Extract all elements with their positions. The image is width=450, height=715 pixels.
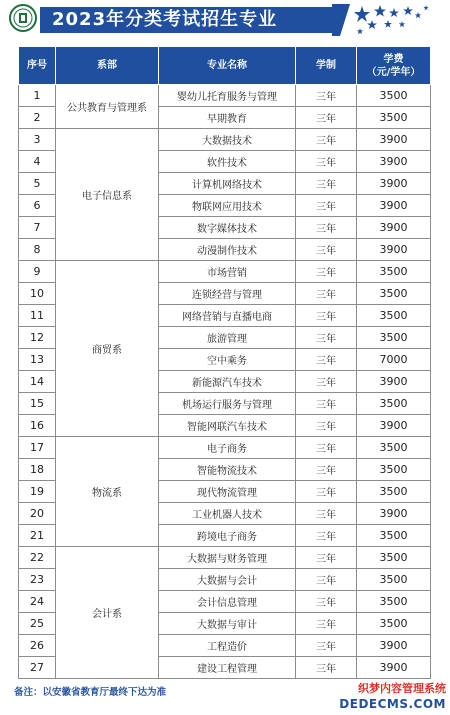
majors-table bbox=[18, 46, 431, 679]
cell-fee: 3500 bbox=[357, 261, 431, 283]
cell-duration: 三年 bbox=[296, 635, 357, 657]
cell-fee: 3500 bbox=[357, 459, 431, 481]
cell-duration: 三年 bbox=[296, 327, 357, 349]
cell-major: 工业机器人技术 bbox=[159, 503, 296, 525]
cell-seq: 4 bbox=[19, 151, 56, 173]
cell-major: 大数据与财务管理 bbox=[159, 547, 296, 569]
cell-major: 空中乘务 bbox=[159, 349, 296, 371]
cell-seq: 7 bbox=[19, 217, 56, 239]
cell-major: 电子商务 bbox=[159, 437, 296, 459]
cell-major: 动漫制作技术 bbox=[159, 239, 296, 261]
table-row bbox=[19, 129, 431, 151]
cell-seq: 16 bbox=[19, 415, 56, 437]
cell-seq: 20 bbox=[19, 503, 56, 525]
cell-fee: 3500 bbox=[357, 525, 431, 547]
cell-fee: 3900 bbox=[357, 129, 431, 151]
cell-fee: 3500 bbox=[357, 107, 431, 129]
cell-fee: 3900 bbox=[357, 239, 431, 261]
cell-dept: 商贸系 bbox=[56, 261, 159, 437]
majors-table-body bbox=[19, 85, 431, 679]
cell-major: 建设工程管理 bbox=[159, 657, 296, 679]
cell-duration: 三年 bbox=[296, 239, 357, 261]
watermark bbox=[336, 680, 450, 715]
cell-seq: 23 bbox=[19, 569, 56, 591]
cell-fee: 3500 bbox=[357, 569, 431, 591]
column-header-fee bbox=[357, 47, 431, 85]
cell-fee: 3500 bbox=[357, 437, 431, 459]
cell-fee: 3500 bbox=[357, 393, 431, 415]
cell-duration: 三年 bbox=[296, 503, 357, 525]
cell-duration: 三年 bbox=[296, 217, 357, 239]
cell-fee: 3900 bbox=[357, 371, 431, 393]
cell-seq: 1 bbox=[19, 85, 56, 107]
cell-major: 会计信息管理 bbox=[159, 591, 296, 613]
cell-major: 早期教育 bbox=[159, 107, 296, 129]
cell-seq: 6 bbox=[19, 195, 56, 217]
cell-seq: 25 bbox=[19, 613, 56, 635]
cell-duration: 三年 bbox=[296, 657, 357, 679]
cell-major: 智能网联汽车技术 bbox=[159, 415, 296, 437]
cell-duration: 三年 bbox=[296, 459, 357, 481]
cell-duration: 三年 bbox=[296, 481, 357, 503]
cell-fee: 3500 bbox=[357, 85, 431, 107]
cell-major: 大数据与会计 bbox=[159, 569, 296, 591]
cell-duration: 三年 bbox=[296, 393, 357, 415]
cell-major: 工程造价 bbox=[159, 635, 296, 657]
cell-major: 机场运行服务与管理 bbox=[159, 393, 296, 415]
cell-seq: 14 bbox=[19, 371, 56, 393]
cell-seq: 3 bbox=[19, 129, 56, 151]
cell-duration: 三年 bbox=[296, 283, 357, 305]
cell-fee: 3900 bbox=[357, 195, 431, 217]
cell-major: 跨境电子商务 bbox=[159, 525, 296, 547]
table-row bbox=[19, 85, 431, 107]
watermark-line2: DEDECMS.COM bbox=[339, 697, 446, 711]
cell-duration: 三年 bbox=[296, 173, 357, 195]
cell-fee: 3900 bbox=[357, 151, 431, 173]
cell-fee: 3500 bbox=[357, 481, 431, 503]
cell-duration: 三年 bbox=[296, 195, 357, 217]
cell-duration: 三年 bbox=[296, 305, 357, 327]
cell-duration: 三年 bbox=[296, 437, 357, 459]
cell-major: 连锁经营与管理 bbox=[159, 283, 296, 305]
cell-duration: 三年 bbox=[296, 151, 357, 173]
cell-seq: 13 bbox=[19, 349, 56, 371]
cell-seq: 2 bbox=[19, 107, 56, 129]
cell-seq: 11 bbox=[19, 305, 56, 327]
cell-dept: 会计系 bbox=[56, 547, 159, 679]
cell-duration: 三年 bbox=[296, 349, 357, 371]
cell-seq: 24 bbox=[19, 591, 56, 613]
table-row bbox=[19, 547, 431, 569]
cell-seq: 18 bbox=[19, 459, 56, 481]
page-title: 2023年分类考试招生专业 bbox=[52, 9, 278, 30]
stars-icon bbox=[332, 4, 432, 36]
cell-major: 大数据技术 bbox=[159, 129, 296, 151]
cell-duration: 三年 bbox=[296, 107, 357, 129]
cell-major: 物联网应用技术 bbox=[159, 195, 296, 217]
table-header-row bbox=[19, 47, 431, 85]
cell-major: 婴幼儿托育服务与管理 bbox=[159, 85, 296, 107]
cell-duration: 三年 bbox=[296, 415, 357, 437]
cell-fee: 3500 bbox=[357, 547, 431, 569]
cell-duration: 三年 bbox=[296, 613, 357, 635]
cell-fee: 7000 bbox=[357, 349, 431, 371]
column-header-major: 专业名称 bbox=[159, 47, 296, 85]
cell-duration: 三年 bbox=[296, 525, 357, 547]
cell-seq: 12 bbox=[19, 327, 56, 349]
cell-fee: 3900 bbox=[357, 415, 431, 437]
cell-major: 数字媒体技术 bbox=[159, 217, 296, 239]
cell-major: 旅游管理 bbox=[159, 327, 296, 349]
cell-major: 计算机网络技术 bbox=[159, 173, 296, 195]
table-row bbox=[19, 437, 431, 459]
fee-header-line1: 学费 bbox=[383, 53, 404, 65]
cell-duration: 三年 bbox=[296, 261, 357, 283]
cell-fee: 3900 bbox=[357, 657, 431, 679]
cell-fee: 3900 bbox=[357, 503, 431, 525]
cell-fee: 3900 bbox=[357, 173, 431, 195]
page-banner bbox=[0, 0, 450, 38]
cell-duration: 三年 bbox=[296, 85, 357, 107]
fee-header-line2: （元/学年） bbox=[366, 66, 421, 78]
cell-major: 软件技术 bbox=[159, 151, 296, 173]
column-header-seq: 序号 bbox=[19, 47, 56, 85]
cell-duration: 三年 bbox=[296, 371, 357, 393]
school-seal-icon bbox=[9, 4, 37, 32]
cell-seq: 26 bbox=[19, 635, 56, 657]
cell-seq: 10 bbox=[19, 283, 56, 305]
cell-seq: 8 bbox=[19, 239, 56, 261]
cell-major: 市场营销 bbox=[159, 261, 296, 283]
cell-duration: 三年 bbox=[296, 569, 357, 591]
column-header-duration: 学制 bbox=[296, 47, 357, 85]
cell-fee: 3900 bbox=[357, 635, 431, 657]
cell-seq: 27 bbox=[19, 657, 56, 679]
cell-seq: 15 bbox=[19, 393, 56, 415]
cell-dept: 电子信息系 bbox=[56, 129, 159, 261]
cell-dept: 物流系 bbox=[56, 437, 159, 547]
cell-fee: 3500 bbox=[357, 283, 431, 305]
cell-major: 现代物流管理 bbox=[159, 481, 296, 503]
footnote: 备注：以安徽省教育厅最终下达为准 bbox=[14, 687, 167, 698]
cell-seq: 9 bbox=[19, 261, 56, 283]
cell-seq: 17 bbox=[19, 437, 56, 459]
cell-major: 网络营销与直播电商 bbox=[159, 305, 296, 327]
cell-fee: 3500 bbox=[357, 327, 431, 349]
cell-duration: 三年 bbox=[296, 591, 357, 613]
cell-dept: 公共教育与管理系 bbox=[56, 85, 159, 129]
cell-seq: 19 bbox=[19, 481, 56, 503]
cell-duration: 三年 bbox=[296, 129, 357, 151]
cell-major: 新能源汽车技术 bbox=[159, 371, 296, 393]
table-row bbox=[19, 261, 431, 283]
cell-fee: 3900 bbox=[357, 217, 431, 239]
cell-seq: 21 bbox=[19, 525, 56, 547]
cell-seq: 22 bbox=[19, 547, 56, 569]
cell-fee: 3500 bbox=[357, 613, 431, 635]
cell-fee: 3500 bbox=[357, 591, 431, 613]
cell-major: 大数据与审计 bbox=[159, 613, 296, 635]
cell-duration: 三年 bbox=[296, 547, 357, 569]
cell-seq: 5 bbox=[19, 173, 56, 195]
cell-major: 智能物流技术 bbox=[159, 459, 296, 481]
column-header-dept: 系部 bbox=[56, 47, 159, 85]
cell-fee: 3500 bbox=[357, 305, 431, 327]
watermark-line1: 织梦内容管理系统 bbox=[358, 682, 446, 695]
